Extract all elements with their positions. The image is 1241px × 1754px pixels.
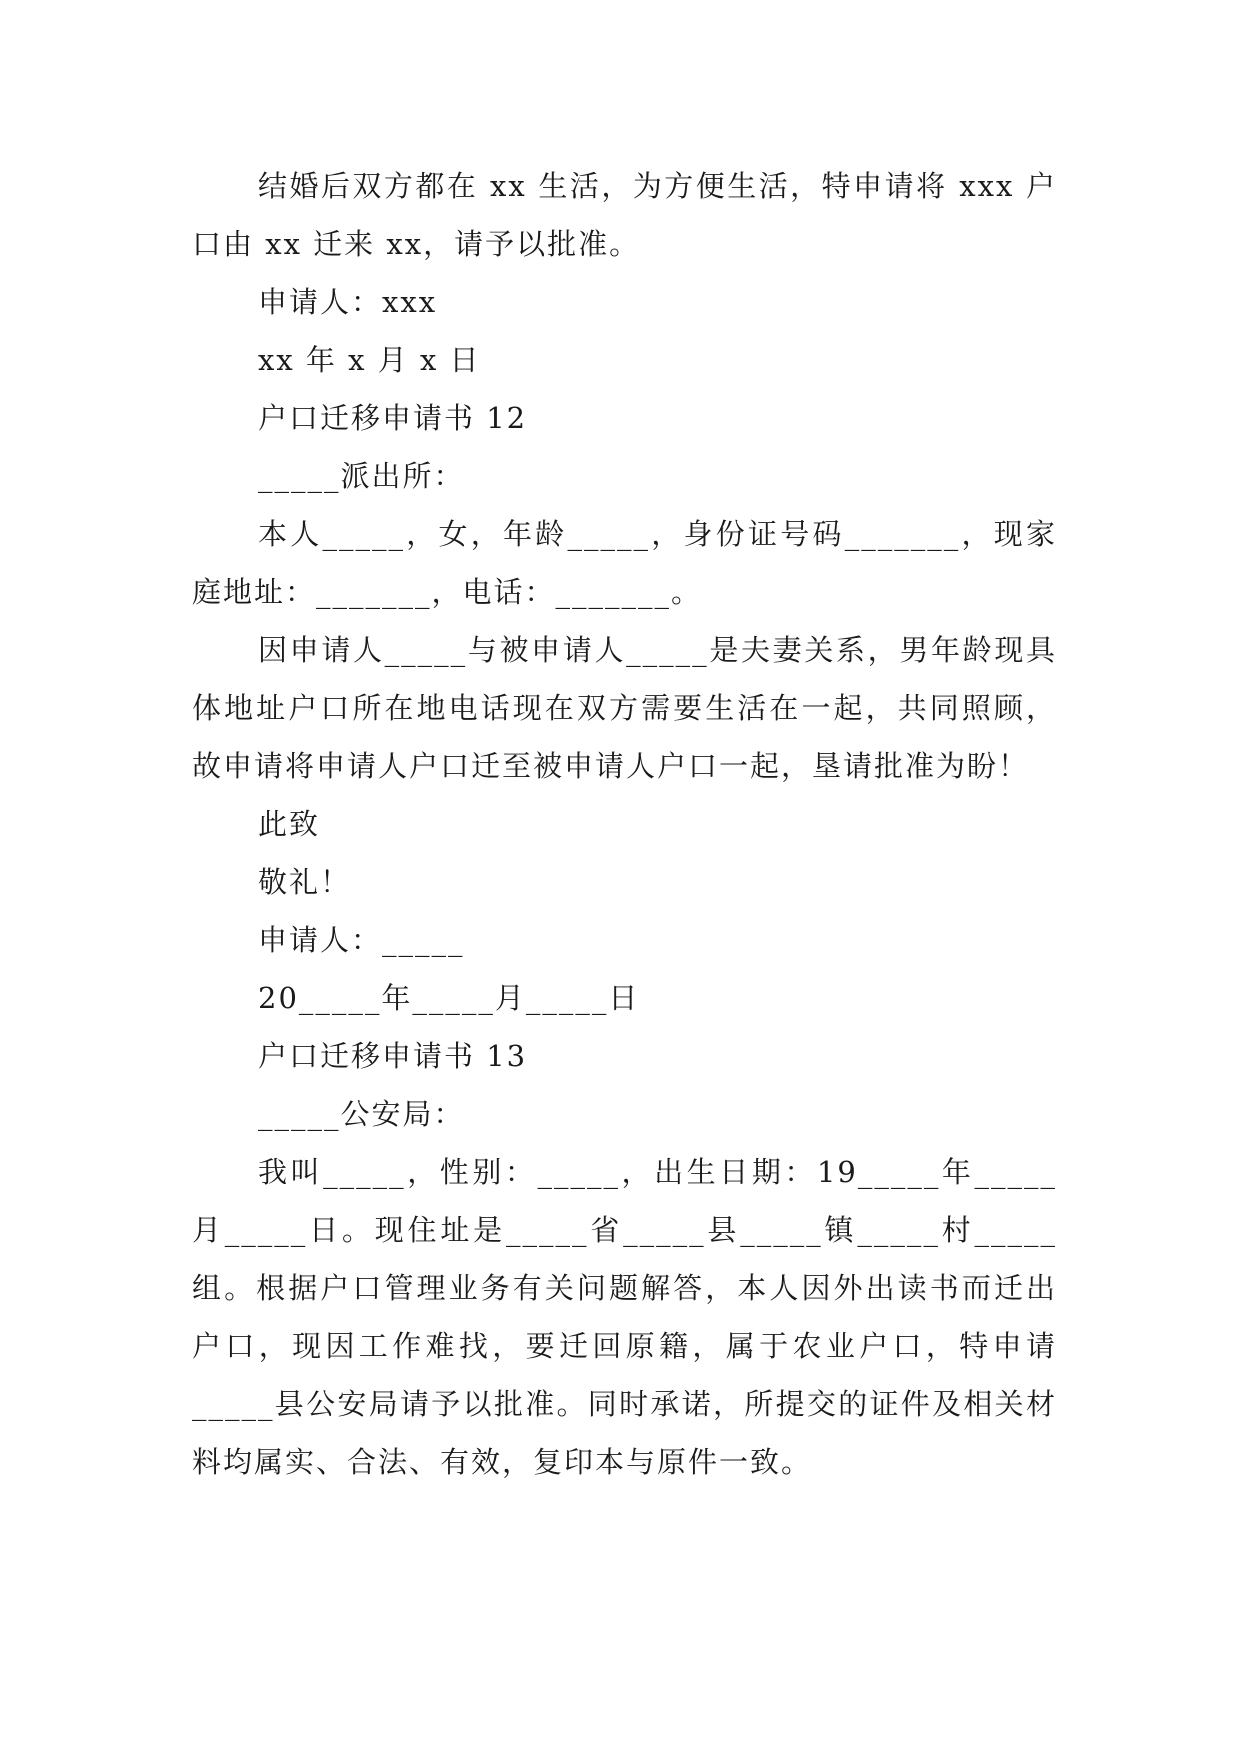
document-body <box>192 157 1057 1491</box>
addressee-police-station: _____派出所： <box>258 459 465 493</box>
paragraph-personal-statement: 我叫_____，性别：_____，出生日期：19_____年_____月_____日。现住址是_____省_____县_____镇_____村_____组。根据户口管理业务有关问题解答，本人因外出读书而迁出户口，现因工作难找，要迁回原籍，属于农业户口，特申请_____县公安局请予以批准。同时承诺，所提交的证件及相关材料均属实、合法、有效，复印本与原件一致。 <box>192 1155 1057 1479</box>
addressee-public-security-bureau: _____公安局： <box>258 1097 465 1131</box>
section-title-12: 户口迁移申请书 12 <box>258 401 528 435</box>
paragraph-applicant-info: 本人_____，女，年龄_____，身份证号码_______，现家庭地址：_______，电话：_______。 <box>192 517 1057 609</box>
paragraph-reason: 因申请人_____与被申请人_____是夫妻关系，男年龄现具体地址户口所在地电话现在双方需要生活在一起，共同照顾，故申请将申请人户口迁至被申请人户口一起，垦请批准为盼！ <box>192 633 1057 783</box>
date-blank-line: 20_____年_____月_____日 <box>258 981 640 1015</box>
closing-regards: 敬礼！ <box>258 865 352 899</box>
section-title-13: 户口迁移申请书 13 <box>258 1039 528 1073</box>
applicant-signature-line: 申请人：xxx <box>258 285 438 319</box>
date-line: xx 年 x 月 x 日 <box>258 343 481 377</box>
paragraph-marriage-request: 结婚后双方都在 xx 生活，为方便生活，特申请将 xxx 户口由 xx 迁来 xx，请予以批准。 <box>192 169 1057 261</box>
closing-salutation: 此致 <box>258 807 321 841</box>
applicant-blank-line: 申请人：_____ <box>258 923 465 957</box>
